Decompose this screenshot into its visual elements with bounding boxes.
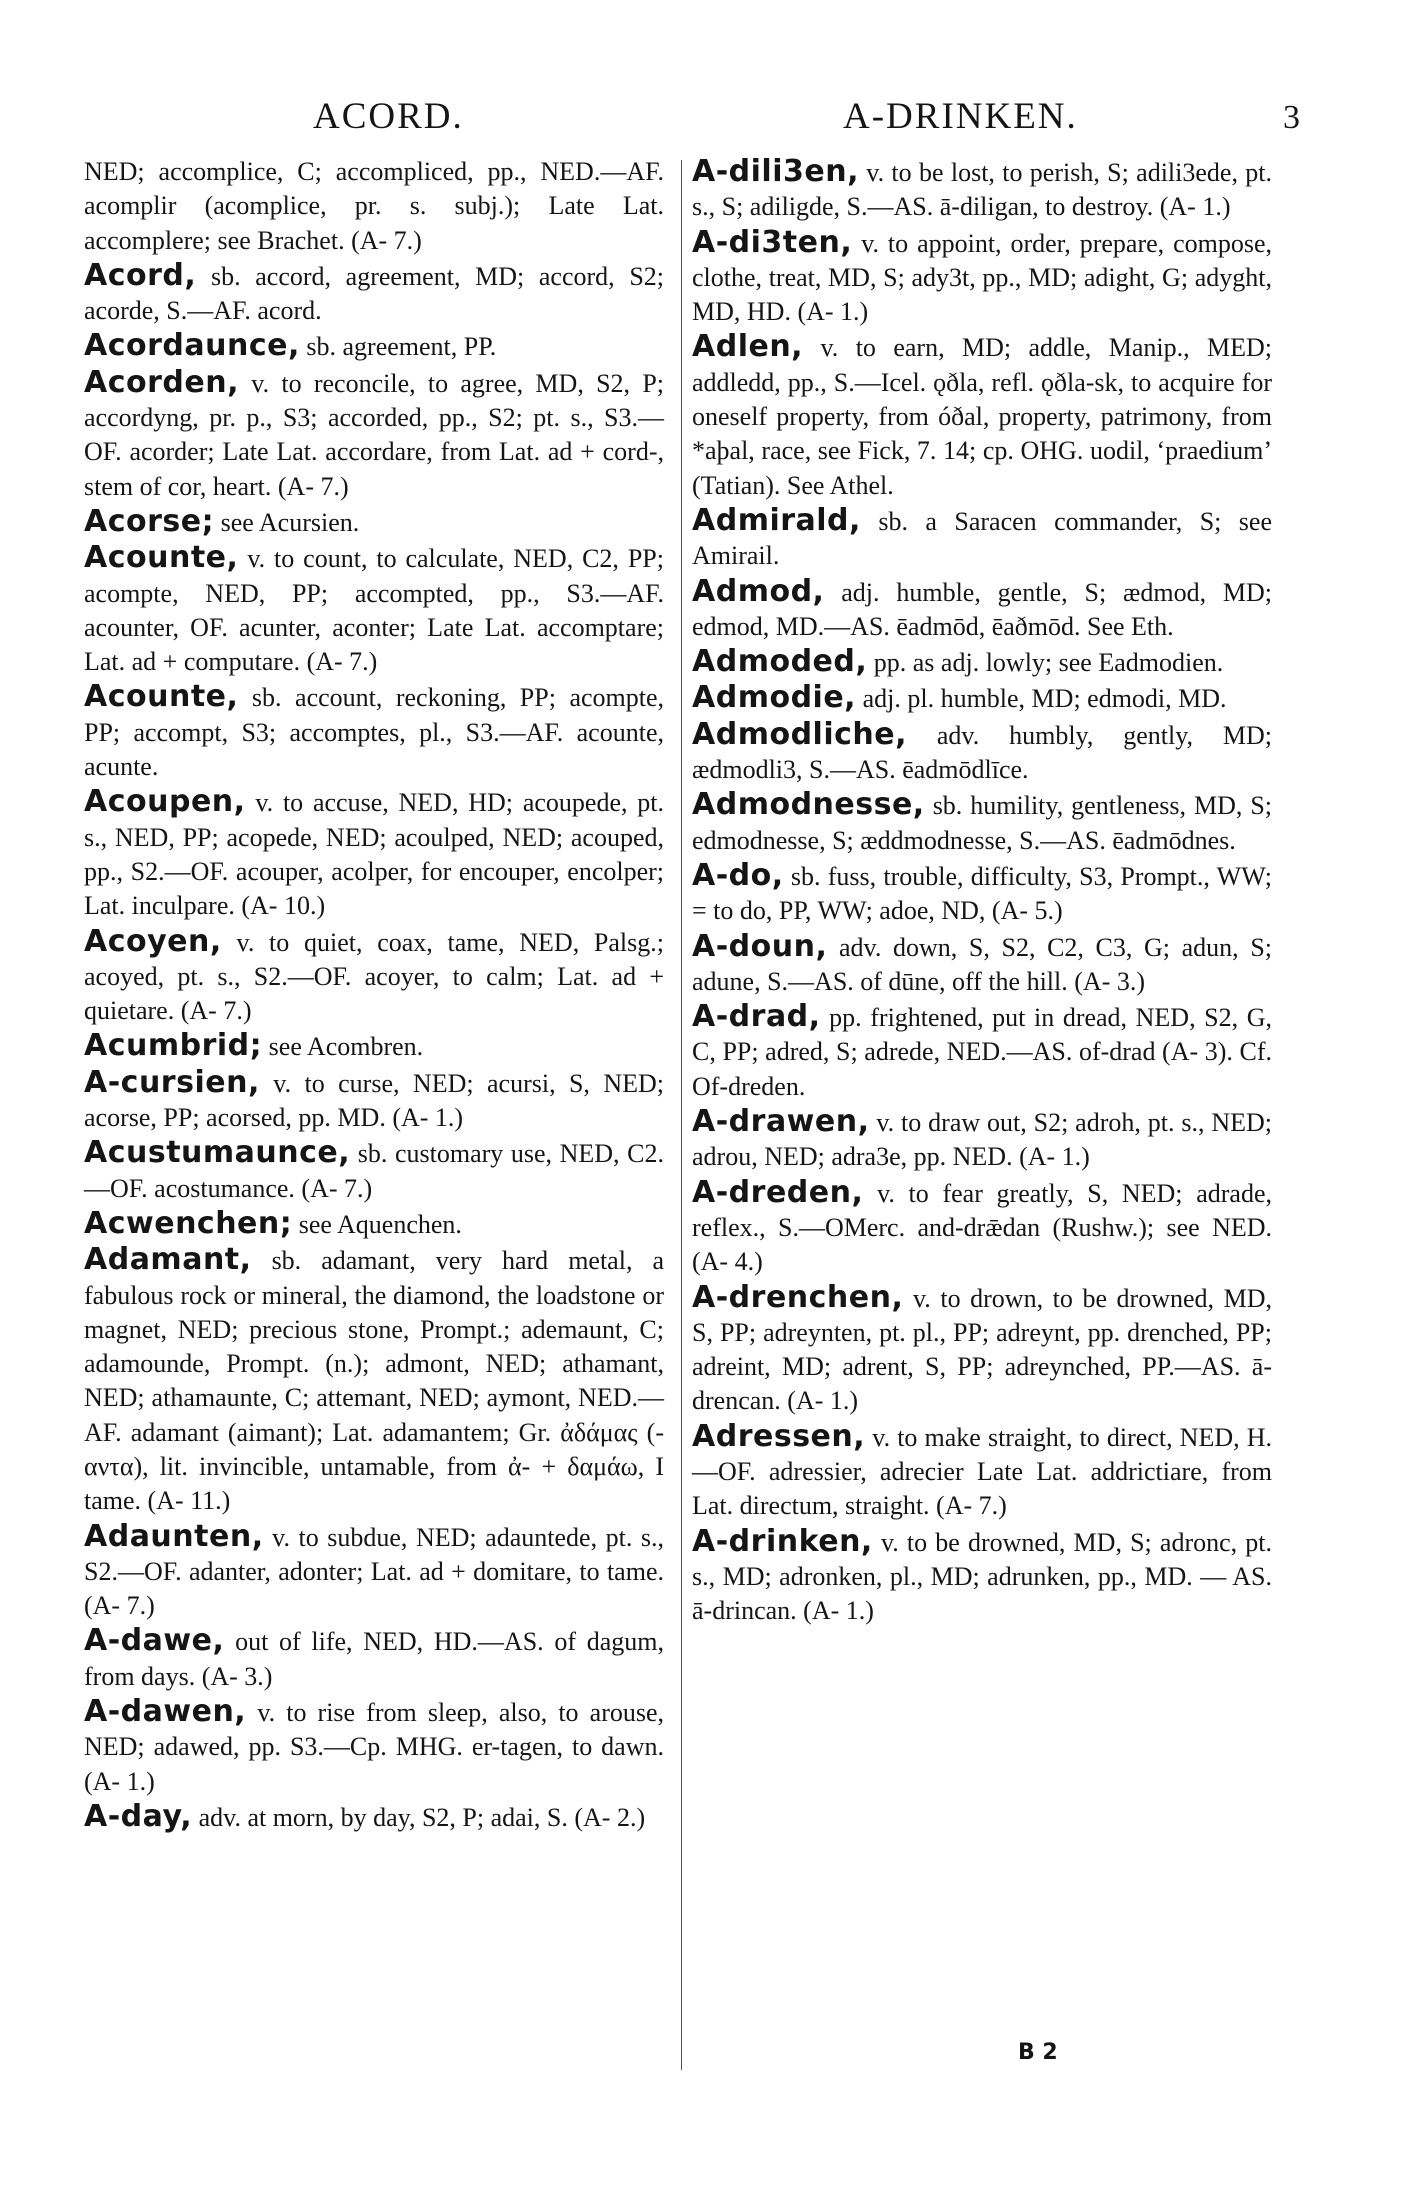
entry-headword: Acoyen, xyxy=(84,923,222,959)
entry-headword: Admirald, xyxy=(692,502,861,538)
entry-headword: Adlen, xyxy=(692,329,804,365)
page-number: 3 xyxy=(1283,99,1302,136)
entry-headword: Adressen, xyxy=(692,1418,866,1454)
entry-headword: Acustumaunce, xyxy=(84,1135,351,1171)
entry-definition: v. to appoint, order, prepare, compose, clothe, treat, MD, S; ady3t, pp., MD; adight, G; adyght, MD, HD. (A- 1.) xyxy=(692,228,1273,327)
entry-definition: pp. frightened, put in dread, NED, S2, G, C, PP; adred, S; adrede, NED.—AS. of-drad (A- 3). Cf. Of-dreden. xyxy=(692,1003,1272,1101)
entry-headword: A-di3ten, xyxy=(692,224,853,260)
entry-definition: see Acursien. xyxy=(220,507,360,537)
running-head-left: ACORD. xyxy=(313,96,464,137)
entry-headword: A-dawen, xyxy=(84,1694,247,1730)
running-head-right: A-DRINKEN. xyxy=(843,96,1078,137)
entry-definition: adj. pl. humble, MD; edmodi, MD. xyxy=(862,684,1227,714)
dictionary-entry xyxy=(84,1520,664,1624)
entry-headword: Admodliche, xyxy=(692,716,907,752)
entry-definition: adv. down, S, S2, C2, C3, G; adun, S; adune, S.—AS. of dūne, off the hill. (A- 3.) xyxy=(692,932,1272,996)
entry-headword: A-cursien, xyxy=(84,1064,260,1100)
entry-definition: sb. a Saracen commander, S; see Amirail. xyxy=(692,506,1273,571)
dictionary-entry xyxy=(84,1029,664,1064)
dictionary-entry xyxy=(692,155,1272,225)
dictionary-entry xyxy=(84,366,664,504)
entry-definition: sb. customary use, NED, C2.—OF. acostumance. (A- 7.) xyxy=(84,1139,664,1203)
entry-headword: A-dili3en, xyxy=(692,154,859,189)
entry-definition: see Acombren. xyxy=(268,1032,424,1062)
entry-definition: v. to reconcile, to agree, MD, S2, P; accordyng, pr. p., S3; accorded, pp., S2; pt. s., S3.—OF. acorder; Late Lat. accordare, from Lat. ad + cord-, stem of cor, heart. (A- 7.) xyxy=(84,368,665,501)
entry-definition: see Aquenchen. xyxy=(298,1209,462,1239)
entry-definition: v. to quiet, coax, tame, NED, Palsg.; acoyed, pt. s., S2.—OF. acoyer, to calm; Lat. ad + quietare. (A- 7.) xyxy=(84,927,664,1026)
entry-headword: Acorden, xyxy=(84,364,239,400)
entry-headword: A-day, xyxy=(84,1798,193,1834)
entry-headword: Adaunten, xyxy=(84,1518,264,1554)
entry-definition: v. to be drowned, MD, S; adronc, pt. s., MD; adronken, pl., MD; adrunken, pp., MD. — AS. ā-drincan. (A- 1.) xyxy=(692,1527,1273,1626)
signature-mark: B 2 xyxy=(1018,2040,1058,2065)
entry-headword: A-do, xyxy=(692,857,784,893)
entry-headword: Acounte, xyxy=(84,540,239,576)
dictionary-entry xyxy=(692,1000,1272,1104)
dictionary-entry xyxy=(84,541,664,679)
entry-headword: Acumbrid; xyxy=(84,1028,263,1064)
entry-definition: out of life, NED, HD.—AS. of dagum, from days. (A- 3.) xyxy=(84,1627,664,1691)
entry-headword: Admod, xyxy=(692,573,825,609)
dictionary-entry xyxy=(692,330,1272,502)
entry-definition: v. to be lost, to perish, S; adili3ede, pt. s., S; adiligde, S.—AS. ā-diligan, to destroy. (A- 1.) xyxy=(692,158,1272,222)
entry-definition: sb. account, reckoning, PP; acompte, PP; accompt, S3; accomptes, pl., S3.—AF. acounte, acunte. xyxy=(84,683,665,782)
entry-definition: adv. humbly, gently, MD; ædmodli3, S.—AS. ēadmōdlīce. xyxy=(692,720,1273,785)
dictionary-entry xyxy=(84,785,664,923)
entry-definition: sb. fuss, trouble, difficulty, S3, Prompt., WW; = to do, PP, WW; adoe, ND, (A- 5.) xyxy=(692,861,1272,926)
dictionary-entry xyxy=(84,259,664,329)
entry-headword: Acordaunce, xyxy=(84,328,300,364)
entry-definition: v. to draw out, S2; adroh, pt. s., NED; adrou, NED; adra3e, pp. NED. (A- 1.) xyxy=(692,1108,1272,1172)
dictionary-entry xyxy=(692,681,1272,716)
dictionary-entry xyxy=(84,1624,664,1694)
dictionary-entry xyxy=(692,930,1272,1000)
dictionary-entry xyxy=(692,1281,1272,1419)
right-column xyxy=(692,155,1272,1629)
dictionary-entry xyxy=(692,645,1272,680)
entry-headword: A-drinken, xyxy=(692,1523,873,1559)
entry-headword: A-drad, xyxy=(692,999,821,1035)
entry-definition: v. to rise from sleep, also, to arouse, NED; adawed, pp. S3.—Cp. MHG. er-tagen, to dawn. (A- 1.) xyxy=(84,1698,665,1796)
entry-definition: v. to accuse, NED, HD; acoupede, pt. s., NED, PP; acopede, NED; acoulped, NED; acouped, pp., S2.—OF. acouper, acolper, for encouper, encolper; Lat. inculpare. (A- 10.) xyxy=(84,788,664,921)
entry-headword: A-drawen, xyxy=(692,1104,870,1140)
entry-definition: v. to curse, NED; acursi, S, NED; acorse, PP; acorsed, pp. MD. (A- 1.) xyxy=(84,1068,665,1133)
dictionary-entry xyxy=(692,1525,1272,1629)
entry-headword: Adamant, xyxy=(84,1242,252,1278)
dictionary-entry xyxy=(692,575,1272,645)
entry-headword: A-dreden, xyxy=(692,1174,864,1210)
entry-headword: Acounte, xyxy=(84,679,239,715)
entry-headword: A-dawe, xyxy=(84,1623,225,1659)
dictionary-entry xyxy=(692,1420,1272,1524)
entry-definition: sb. humility, gentleness, MD, S; edmodnesse, S; æddmodnesse, S.—AS. ēadmōdnes. xyxy=(692,791,1273,855)
dictionary-entry xyxy=(692,1176,1272,1280)
entry-definition: sb. accord, agreement, MD; accord, S2; acorde, S.—AF. acord. xyxy=(84,261,665,326)
entry-headword: Acwenchen; xyxy=(84,1205,293,1241)
entry-definition: pp. as adj. lowly; see Eadmodien. xyxy=(873,648,1224,678)
dictionary-entry xyxy=(84,1243,664,1518)
entry-definition: v. to earn, MD; addle, Manip., MED; addledd, pp., S.—Icel. ǫðla, refl. ǫðla-sk, to acquire for oneself property, from óðal, property, patrimony, from *aþal, race, see Fick, 7. 14; cp. OHG. uodil, ‘praedium’ (Tatian). See Athel. xyxy=(692,333,1272,500)
entry-headword: A-doun, xyxy=(692,928,828,964)
running-head xyxy=(0,95,1424,145)
entry-headword: A-drenchen, xyxy=(692,1279,904,1315)
entry-headword: Acord, xyxy=(84,257,197,293)
dictionary-entry xyxy=(84,1136,664,1206)
dictionary-entry xyxy=(84,925,664,1029)
dictionary-entry xyxy=(84,1066,664,1136)
entry-headword: Admodie, xyxy=(692,680,857,716)
entry-definition: v. to count, to calculate, NED, C2, PP; acompte, NED, PP; accompted, pp., S3.—AF. acounter, OF. acunter, aconter; Late Lat. accomptare; Lat. ad + computare. (A- 7.) xyxy=(84,544,664,677)
dictionary-entry xyxy=(692,226,1272,330)
entry-headword: Acorse; xyxy=(84,503,215,539)
dictionary-entry xyxy=(84,1800,664,1835)
entry-definition: v. to make straight, to direct, NED, H.—OF. adressier, adrecier Late Lat. addrictiare, from Lat. directum, straight. (A- 7.) xyxy=(692,1422,1273,1521)
dictionary-entry xyxy=(692,1105,1272,1175)
entry-definition: v. to fear greatly, S, NED; adrade, reflex., S.—OMerc. and-drǣdan (Rushw.); see NED. (A- 4.) xyxy=(692,1178,1272,1277)
dictionary-entry xyxy=(84,680,664,784)
dictionary-entry xyxy=(692,788,1272,858)
entry-definition: NED; accomplice, C; accompliced, pp., NED.—AF. acomplir (acomplice, pr. s. subj.); Late Lat. accomplere; see Brachet. (A- 7.) xyxy=(84,157,664,255)
entry-definition: v. to drown, to be drowned, MD, S, PP; adreynten, pt. pl., PP; adreynt, pp. drenched, PP; adreint, MD; adrent, S, PP; adreynched, PP.—AS. ā-drencan. (A- 1.) xyxy=(692,1283,1272,1416)
dictionary-entry xyxy=(692,718,1272,788)
entry-headword: Acoupen, xyxy=(84,784,246,820)
left-column xyxy=(84,155,664,1836)
entry-definition: v. to subdue, NED; adauntede, pt. s., S2.—OF. adanter, adonter; Lat. ad + domitare, to tame. (A- 7.) xyxy=(84,1522,664,1621)
entry-definition: sb. adamant, very hard metal, a fabulous rock or mineral, the diamond, the loadstone or magnet, NED; precious stone, Prompt.; ademaunt, C; adamounde, Prompt. (n.); admont, NED; athamant, NED; athamaunte, C; attemant, NED; aymont, NED.—AF. adamant (aimant); Lat. adamantem; Gr. ἀδάμας (-αντα), lit. invincible, untamable, from ἀ- + δαμάω, I tame. (A- 11.) xyxy=(84,1246,665,1516)
entry-headword: Admoded, xyxy=(692,644,868,680)
column-divider xyxy=(681,160,682,2070)
dictionary-entry xyxy=(84,505,664,540)
entry-headword: Admodnesse, xyxy=(692,787,925,823)
dictionary-entry xyxy=(84,329,664,364)
entry-definition: adv. at morn, by day, S2, P; adai, S. (A- 2.) xyxy=(198,1802,646,1832)
dictionary-entry xyxy=(84,1207,664,1242)
dictionary-entry xyxy=(84,1695,664,1799)
dictionary-entry xyxy=(692,504,1272,574)
dictionary-entry xyxy=(84,155,664,258)
dictionary-entry xyxy=(692,859,1272,929)
entry-definition: adj. humble, gentle, S; ædmod, MD; edmod, MD.—AS. ēadmōd, ēaðmōd. See Eth. xyxy=(692,577,1272,641)
entry-definition: sb. agreement, PP. xyxy=(306,332,497,362)
